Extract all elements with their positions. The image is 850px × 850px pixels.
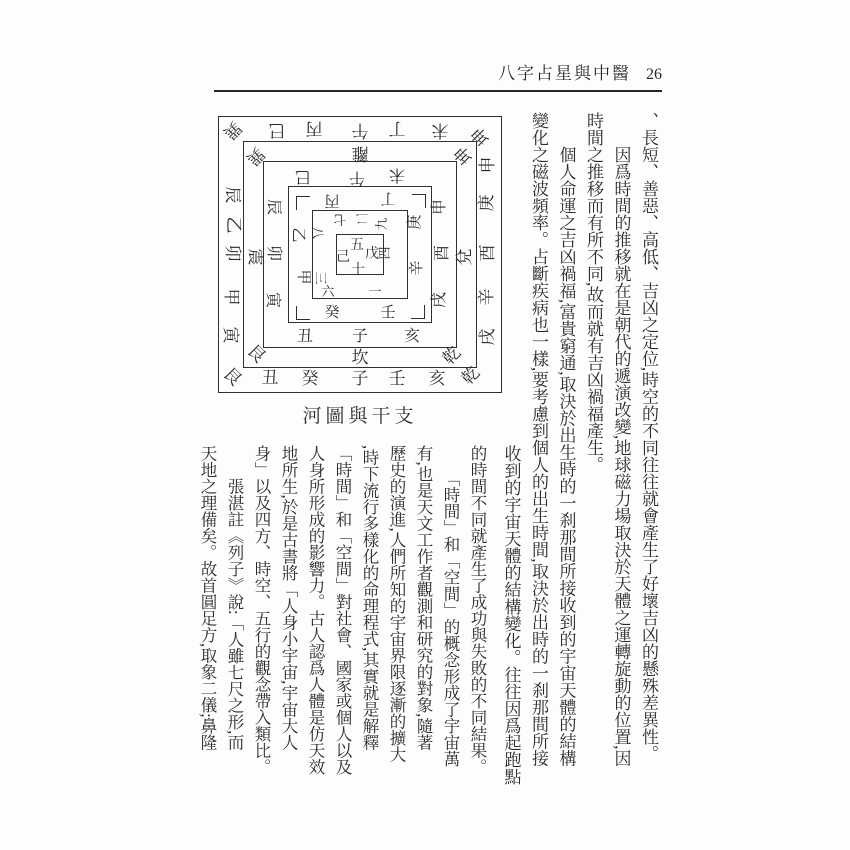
figure-char-outer-24-mountains: 丁 [388, 119, 406, 138]
figure-char-outer-24-mountains: 寅 [221, 326, 240, 344]
text-column: 時間之推移而有所不同,故而就有吉凶禍福產生。 [584, 112, 603, 474]
text-column: 收到的宇宙天體的結構變化。往往因爲起跑點 [501, 445, 521, 785]
text-column: 人身所形成的影響力。古人認爲人體是仿天效 [306, 445, 325, 775]
figure-char-twelve-branches: 辰 [265, 198, 282, 215]
figure-char-outer-24-mountains: 艮 [219, 363, 246, 390]
header-rule [214, 90, 662, 92]
figure-char-outer-24-mountains: 酉 [478, 244, 497, 262]
figure-char-center-five-ten: 十 [351, 263, 365, 278]
corner-bracket-bottom-left [296, 306, 310, 320]
figure-char-outer-24-mountains: 辰 [223, 186, 242, 204]
figure-char-outer-24-mountains: 甲 [222, 288, 241, 306]
figure-char-outer-24-mountains: 子 [351, 369, 369, 388]
corner-bracket-top-left [296, 196, 310, 210]
text-column: 歷史的演進,人們所知的宇宙界限逐漸的擴大 [387, 445, 406, 763]
text-column: 天地之理備矣。故首圓足方,取象二儀;鼻隆 [198, 445, 217, 751]
text-column: 「時間」和「空間」對社會、國家或個人以及 [333, 445, 352, 775]
text-column: 身」以及四方、時空、五行的觀念帶入類比。 [252, 445, 271, 775]
figure-char-outer-24-mountains: 丙 [305, 119, 323, 138]
figure-char-eight-stems: 癸 [324, 305, 340, 321]
text-column: 的時間不同就產生了成功與失敗的不同結果。 [468, 445, 487, 775]
main-text-right-block [497, 112, 662, 794]
figure-char-twelve-branches: 酉 [434, 245, 451, 262]
figure-char-eight-stems: 辛 [409, 260, 425, 276]
figure-char-twelve-branches: 寅 [264, 291, 281, 308]
figure-char-eight-trigrams: 坎 [351, 348, 369, 367]
figure-char-outer-24-mountains: 乙 [224, 216, 243, 234]
figure-char-twelve-branches: 巳 [295, 168, 312, 185]
text-column: 個人命運之吉凶禍福,富貴窮通,取決於出生時的一刹那間所接收到的宇宙天體的結構 [556, 146, 576, 767]
figure-char-hetu-numbers: 三 [313, 271, 328, 285]
figure-char-outer-24-mountains: 戌 [478, 328, 497, 346]
figure-char-eight-stems: 乙 [290, 227, 306, 243]
figure-char-twelve-branches: 申 [431, 199, 448, 216]
running-head [498, 59, 662, 84]
figure-char-twelve-branches: 丑 [296, 328, 313, 345]
text-column: 有,也是天文工作者觀測和研究的對象,隨著 [414, 445, 433, 751]
figure-char-twelve-branches: 子 [351, 328, 368, 345]
figure-caption: 河圖與干支 [302, 406, 418, 427]
hetu-ganzhi-diagram [218, 116, 502, 393]
figure-char-outer-24-mountains: 癸 [301, 369, 319, 388]
figure-char-eight-stems: 甲 [295, 269, 311, 285]
figure-char-eight-trigrams: 巽 [242, 143, 269, 170]
figure-char-eight-stems: 丙 [324, 192, 340, 208]
figure-char-hetu-numbers: 二 [355, 211, 369, 226]
figure-char-eight-stems: 壬 [380, 305, 396, 321]
main-text-lower-left-block [194, 445, 491, 793]
figure-char-outer-24-mountains: 庚 [477, 194, 496, 212]
figure-char-eight-stems: 庚 [407, 214, 423, 230]
text-column: 變化之磁波頻率。占斷疾病也一樣,要考慮到個人的出生時間,取決於出時的一刹那間所接 [529, 112, 548, 767]
figure-char-eight-trigrams: 震 [246, 248, 265, 266]
figure-char-eight-trigrams: 艮 [243, 340, 270, 367]
figure-char-hetu-numbers: 八 [310, 226, 325, 240]
figure-char-outer-24-mountains: 未 [431, 121, 449, 140]
figure-char-outer-24-mountains: 壬 [388, 369, 406, 388]
figure-char-hetu-numbers: 九 [374, 217, 389, 231]
figure-char-outer-24-mountains: 卯 [223, 244, 242, 262]
book-title: 八字占星與中醫 [498, 64, 631, 83]
text-column: 地所生,於是古書將「人身小宇宙,宇宙大人 [279, 445, 298, 751]
figure-char-hetu-numbers: 一 [368, 284, 382, 299]
figure-char-outer-24-mountains: 坤 [467, 123, 494, 150]
figure-char-hetu-numbers: 六 [321, 284, 335, 299]
figure-char-eight-trigrams: 兌 [455, 248, 474, 266]
figure-char-center-five-ten: 五 [350, 238, 364, 253]
figure-char-twelve-branches: 戌 [431, 292, 448, 309]
page-number: 26 [646, 66, 662, 83]
figure-char-eight-trigrams: 坤 [450, 142, 477, 169]
text-column: 因爲時間的推移就在是朝代的遞演改變,地球磁力場取決於天體之運轉旋動的位置,因 [611, 146, 631, 767]
corner-bracket-top-right [412, 194, 426, 208]
text-column: ,時下流行多樣化的命理程式,其實就是解釋 [360, 445, 379, 751]
figure-char-eight-trigrams: 離 [351, 144, 369, 163]
corner-bracket-bottom-right [411, 305, 425, 319]
figure-char-outer-24-mountains: 辛 [477, 288, 496, 306]
figure-char-eight-stems: 丁 [380, 190, 396, 206]
figure-char-outer-24-mountains: 巽 [219, 117, 246, 144]
figure-char-outer-24-mountains: 申 [478, 156, 497, 174]
figure-char-twelve-branches: 卯 [265, 244, 282, 261]
figure-char-center-five-ten: 己 [336, 250, 350, 265]
figure-char-twelve-branches: 午 [349, 169, 366, 186]
figure-char-twelve-branches: 未 [389, 166, 406, 183]
figure-char-hetu-numbers: 七 [333, 212, 347, 227]
text-column: 張湛註《列子》說:「人雖七尺之形,而 [225, 478, 244, 751]
figure-char-outer-24-mountains: 巳 [268, 121, 286, 140]
figure-char-hetu-numbers: 四 [377, 246, 392, 260]
figure-char-outer-24-mountains: 乾 [457, 362, 484, 389]
figure-char-outer-24-mountains: 亥 [428, 369, 446, 388]
figure-char-outer-24-mountains: 午 [351, 121, 369, 140]
figure-char-center-five-ten: 戊 [365, 247, 379, 262]
text-column: 、長短、善惡、高低、吉凶之定位,時空的不同往往就會產生了好壞吉凶的懸殊差異性。 [639, 112, 658, 763]
text-column: 「時間」和「空間」的概念形成了宇宙萬 [441, 469, 460, 767]
figure-char-outer-24-mountains: 丑 [261, 368, 279, 387]
figure-char-eight-trigrams: 乾 [438, 342, 465, 369]
figure-char-twelve-branches: 亥 [403, 328, 420, 345]
